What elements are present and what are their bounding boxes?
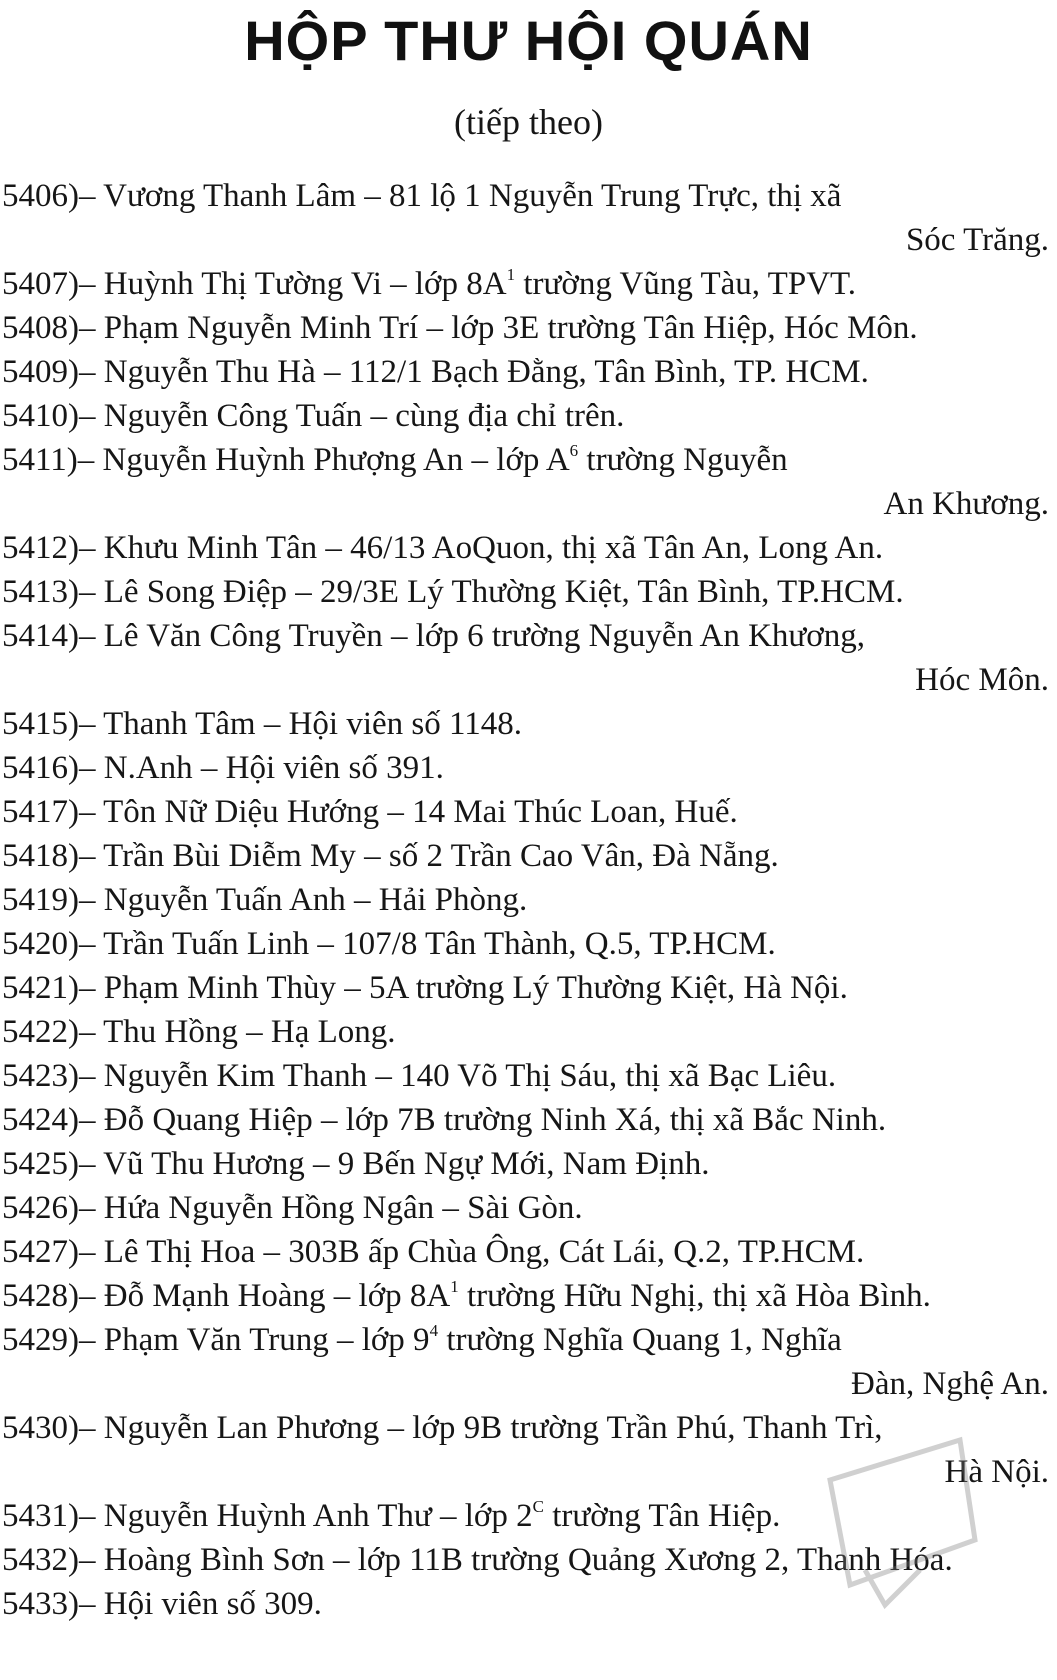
entry-number: 5414) xyxy=(2,618,79,654)
entry-line xyxy=(2,750,444,786)
entry-text: – Nguyễn Huỳnh Phượng An – lớp A xyxy=(77,442,570,478)
entry-text-after: trường Nguyễn xyxy=(578,442,788,478)
entry-number: 5416) xyxy=(2,750,79,786)
list-item xyxy=(0,614,1057,702)
entry-number: 5425) xyxy=(2,1146,79,1182)
entry-line xyxy=(2,794,738,830)
entry-number: 5424) xyxy=(2,1102,79,1138)
list-item xyxy=(0,306,1057,350)
entry-number: 5430) xyxy=(2,1410,79,1446)
entry-number: 5420) xyxy=(2,926,79,962)
entry-text-after: trường Tân Hiệp. xyxy=(543,1498,781,1534)
entry-line xyxy=(2,178,841,214)
entry-text: – Nguyễn Thu Hà – 112/1 Bạch Đằng, Tân Bình, TP. HCM. xyxy=(79,354,869,390)
entry-line xyxy=(2,1014,396,1050)
entry-line xyxy=(2,882,527,918)
list-item xyxy=(0,1010,1057,1054)
list-item xyxy=(0,1098,1057,1142)
entry-line xyxy=(2,1410,883,1446)
entry-line xyxy=(2,706,522,742)
list-item xyxy=(0,174,1057,262)
entry-superscript: C xyxy=(532,1497,544,1516)
entry-line xyxy=(2,398,624,434)
entry-superscript: 1 xyxy=(506,265,516,284)
entry-text: – Đỗ Mạnh Hoàng – lớp 8A xyxy=(79,1278,451,1314)
entry-text: – Phạm Minh Thùy – 5A trường Lý Thường Kiệt, Hà Nội. xyxy=(79,970,848,1006)
entry-line xyxy=(2,1234,864,1270)
entry-number: 5428) xyxy=(2,1278,79,1314)
entry-text: – Hứa Nguyễn Hồng Ngân – Sài Gòn. xyxy=(79,1190,583,1226)
entry-number: 5427) xyxy=(2,1234,79,1270)
entry-line xyxy=(2,926,776,962)
entry-text-after: trường Hữu Nghị, thị xã Hòa Bình. xyxy=(458,1278,931,1314)
list-item xyxy=(0,570,1057,614)
page-title: HỘP THƯ HỘI QUÁN xyxy=(244,9,813,72)
list-item xyxy=(0,1230,1057,1274)
entry-number: 5422) xyxy=(2,1014,79,1050)
entry-line xyxy=(2,574,904,610)
entry-number: 5411) xyxy=(2,442,78,478)
list-item xyxy=(0,1142,1057,1186)
entry-superscript: 4 xyxy=(429,1321,439,1340)
entry-continuation: Hóc Môn. xyxy=(915,662,1049,698)
list-item xyxy=(0,1274,1057,1318)
entry-text: – Huỳnh Thị Tường Vi – lớp 8A xyxy=(79,266,507,302)
entry-number: 5417) xyxy=(2,794,79,830)
entry-line xyxy=(2,530,883,566)
entry-number: 5423) xyxy=(2,1058,79,1094)
page-subtitle: (tiếp theo) xyxy=(454,102,603,142)
entry-line xyxy=(2,1190,583,1226)
entry-line xyxy=(2,1586,322,1622)
entry-text: – Nguyễn Kim Thanh – 140 Võ Thị Sáu, thị xã Bạc Liêu. xyxy=(79,1058,837,1094)
list-item xyxy=(0,438,1057,526)
entry-text: – Vũ Thu Hương – 9 Bến Ngự Mới, Nam Định. xyxy=(79,1146,710,1182)
entry-text: – Trần Tuấn Linh – 107/8 Tân Thành, Q.5, TP.HCM. xyxy=(79,926,776,962)
entry-number: 5426) xyxy=(2,1190,79,1226)
list-item xyxy=(0,350,1057,394)
list-item xyxy=(0,878,1057,922)
entry-text: – Thanh Tâm – Hội viên số 1148. xyxy=(79,706,523,742)
entry-line xyxy=(2,1498,780,1534)
list-item xyxy=(0,702,1057,746)
entry-number: 5431) xyxy=(2,1498,79,1534)
entry-superscript: 1 xyxy=(450,1277,459,1296)
entry-number: 5421) xyxy=(2,970,79,1006)
entry-text: – Nguyễn Huỳnh Anh Thư – lớp 2 xyxy=(79,1498,533,1534)
entry-text: – Đỗ Quang Hiệp – lớp 7B trường Ninh Xá, thị xã Bắc Ninh. xyxy=(79,1102,887,1138)
list-item xyxy=(0,1318,1057,1406)
entry-text-after: trường Vũng Tàu, TPVT. xyxy=(515,266,856,302)
entry-number: 5415) xyxy=(2,706,79,742)
entry-number: 5408) xyxy=(2,310,79,346)
entry-text: – Phạm Văn Trung – lớp 9 xyxy=(79,1322,430,1358)
entry-text: – Lê Thị Hoa – 303B ấp Chùa Ông, Cát Lái, Q.2, TP.HCM. xyxy=(79,1234,865,1270)
entry-number: 5432) xyxy=(2,1542,79,1578)
entry-number: 5418) xyxy=(2,838,79,874)
entry-number: 5406) xyxy=(2,178,79,214)
entry-number: 5410) xyxy=(2,398,79,434)
entry-number: 5419) xyxy=(2,882,79,918)
entry-text-after: trường Nghĩa Quang 1, Nghĩa xyxy=(438,1322,842,1358)
entry-number: 5407) xyxy=(2,266,79,302)
list-item xyxy=(0,790,1057,834)
entry-text: – Phạm Nguyễn Minh Trí – lớp 3E trường Tân Hiệp, Hóc Môn. xyxy=(79,310,918,346)
list-item xyxy=(0,262,1057,306)
entry-superscript: 6 xyxy=(569,441,579,460)
entry-text: – Hoàng Bình Sơn – lớp 11B trường Quảng Xương 2, Thanh Hóa. xyxy=(79,1542,953,1578)
entry-list xyxy=(0,174,1057,1626)
entry-number: 5433) xyxy=(2,1586,79,1622)
list-item xyxy=(0,1186,1057,1230)
entry-number: 5429) xyxy=(2,1322,79,1358)
entry-line xyxy=(2,838,779,874)
list-item xyxy=(0,746,1057,790)
entry-line xyxy=(2,266,856,302)
entry-text: – Nguyễn Tuấn Anh – Hải Phòng. xyxy=(79,882,528,918)
entry-line xyxy=(2,442,788,478)
entry-text: – Hội viên số 309. xyxy=(79,1586,322,1622)
entry-line xyxy=(2,1102,886,1138)
entry-line xyxy=(2,1278,931,1314)
list-item xyxy=(0,1054,1057,1098)
entry-text: – Vương Thanh Lâm – 81 lộ 1 Nguyễn Trung Trực, thị xã xyxy=(79,178,842,214)
entry-text: – Nguyễn Lan Phương – lớp 9B trường Trần Phú, Thanh Trì, xyxy=(79,1410,883,1446)
entry-text: – Tôn Nữ Diệu Hướng – 14 Mai Thúc Loan, Huế. xyxy=(79,794,738,830)
list-item xyxy=(0,834,1057,878)
entry-continuation: Đàn, Nghệ An. xyxy=(851,1366,1049,1402)
entry-line xyxy=(2,1058,836,1094)
entry-line xyxy=(2,1146,709,1182)
entry-number: 5412) xyxy=(2,530,79,566)
entry-line xyxy=(2,310,918,346)
entry-text: – N.Anh – Hội viên số 391. xyxy=(79,750,444,786)
entry-line xyxy=(2,354,869,390)
entry-line xyxy=(2,1322,842,1358)
entry-continuation: Sóc Trăng. xyxy=(905,222,1049,258)
entry-text: – Lê Văn Công Truyền – lớp 6 trường Nguyễn An Khương, xyxy=(79,618,866,654)
watermark-logo xyxy=(810,1420,990,1610)
list-item xyxy=(0,922,1057,966)
list-item xyxy=(0,966,1057,1010)
entry-line xyxy=(2,970,848,1006)
entry-text: – Lê Song Điệp – 29/3E Lý Thường Kiệt, Tân Bình, TP.HCM. xyxy=(79,574,904,610)
entry-text: – Khưu Minh Tân – 46/13 AoQuon, thị xã Tân An, Long An. xyxy=(79,530,884,566)
entry-number: 5409) xyxy=(2,354,79,390)
entry-text: – Nguyễn Công Tuấn – cùng địa chỉ trên. xyxy=(79,398,625,434)
entry-continuation: An Khương. xyxy=(883,486,1049,522)
entry-line xyxy=(2,618,865,654)
entry-continuation: Hà Nội. xyxy=(944,1454,1049,1490)
entry-text: – Thu Hồng – Hạ Long. xyxy=(79,1014,396,1050)
entry-text: – Trần Bùi Diễm My – số 2 Trần Cao Vân, Đà Nẵng. xyxy=(79,838,779,874)
list-item xyxy=(0,526,1057,570)
list-item xyxy=(0,394,1057,438)
entry-number: 5413) xyxy=(2,574,79,610)
